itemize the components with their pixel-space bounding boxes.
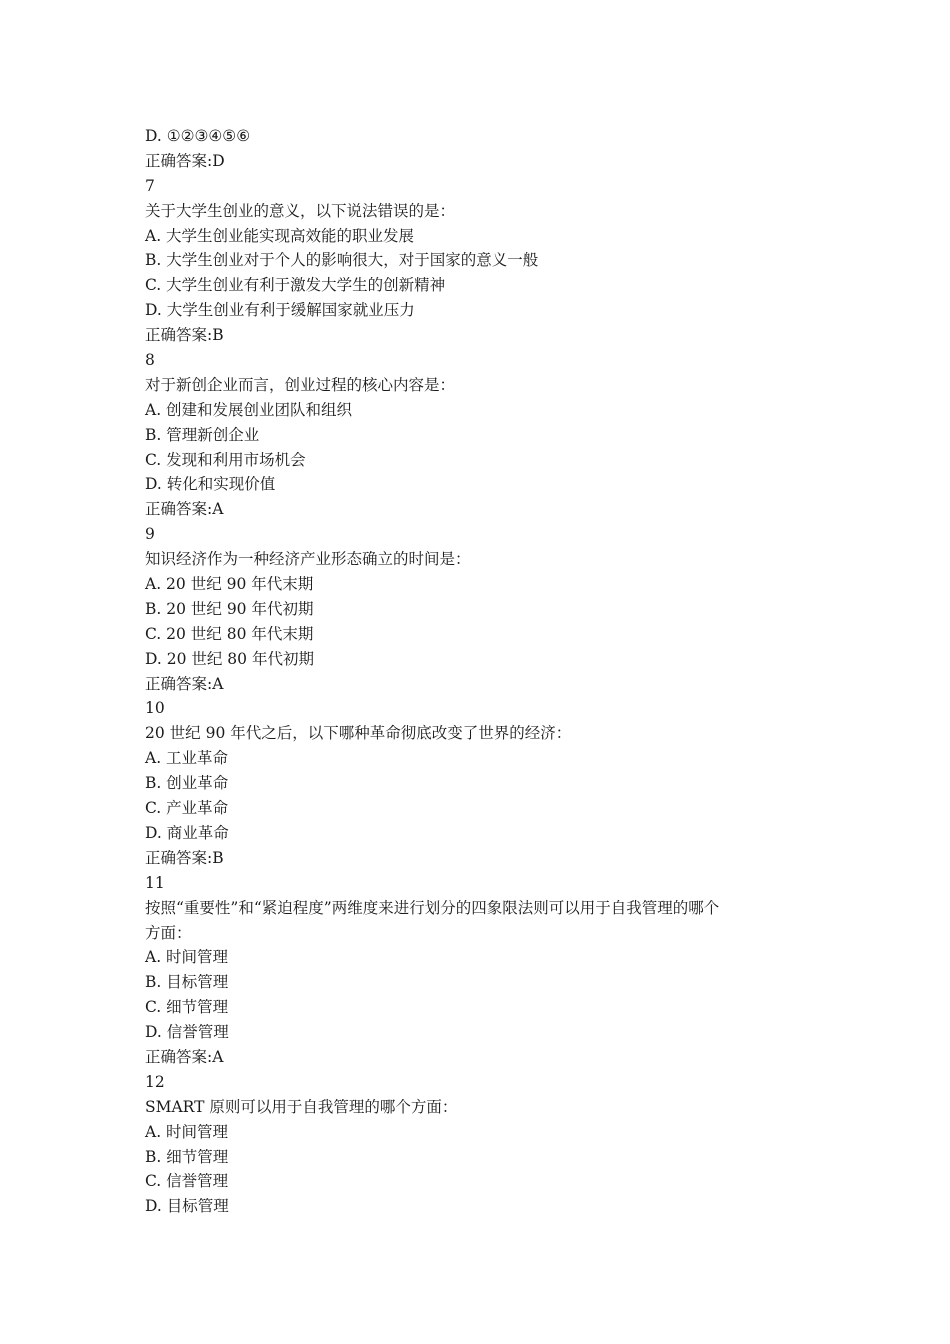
option-d: D. 商业革命 — [145, 823, 229, 842]
question-text: SMART 原则可以用于自我管理的哪个方面： — [145, 1097, 458, 1116]
document-page — [145, 124, 825, 1219]
question-number: 7 — [145, 176, 155, 195]
option-b: B. 细节管理 — [145, 1147, 229, 1166]
question-number: 8 — [145, 351, 155, 370]
question-number: 10 — [145, 699, 165, 718]
question-text: 关于大学生创业的意义，以下说法错误的是： — [145, 201, 456, 220]
option-d: D. 目标管理 — [145, 1197, 229, 1216]
option-b: B. 大学生创业对于个人的影响很大，对于国家的意义一般 — [145, 251, 539, 270]
option-b: B. 管理新创企业 — [145, 425, 260, 444]
answer-line: 正确答案:A — [145, 1047, 224, 1066]
option-c: C. 信誉管理 — [145, 1172, 229, 1191]
option-a: A. 创建和发展创业团队和组织 — [145, 400, 353, 419]
question-text: 对于新创企业而言，创业过程的核心内容是： — [145, 375, 456, 394]
option-a: A. 时间管理 — [145, 1122, 229, 1141]
answer-line: 正确答案:A — [145, 674, 224, 693]
question-number: 9 — [145, 525, 155, 544]
option-d: D. ①②③④⑤⑥ — [145, 127, 251, 145]
question-number: 12 — [145, 1072, 165, 1091]
answer-line: 正确答案:A — [145, 500, 224, 519]
option-b: B. 创业革命 — [145, 774, 229, 793]
question-text: 知识经济作为一种经济产业形态确立的时间是： — [145, 550, 471, 569]
option-c: C. 发现和利用市场机会 — [145, 450, 306, 469]
question-text: 按照“重要性”和“紧迫程度”两维度来进行划分的四象限法则可以用于自我管理的哪个 — [145, 898, 720, 917]
option-d: D. 信誉管理 — [145, 1023, 229, 1042]
option-a: A. 时间管理 — [145, 948, 229, 967]
option-a: A. 工业革命 — [145, 749, 229, 768]
question-text: 20 世纪 90 年代之后，以下哪种革命彻底改变了世界的经济： — [145, 724, 572, 743]
question-text-continued: 方面： — [145, 923, 192, 942]
answer-line: 正确答案:B — [145, 326, 224, 345]
option-c: C. 产业革命 — [145, 799, 229, 818]
answer-line: 正确答案:D — [145, 151, 225, 170]
option-c: C. 细节管理 — [145, 998, 229, 1017]
option-d: D. 20 世纪 80 年代初期 — [145, 649, 314, 668]
answer-line: 正确答案:B — [145, 848, 224, 867]
option-a: A. 大学生创业能实现高效能的职业发展 — [145, 226, 415, 245]
option-b: B. 20 世纪 90 年代初期 — [145, 599, 314, 618]
option-d: D. 转化和实现价值 — [145, 475, 276, 494]
option-c: C. 大学生创业有利于激发大学生的创新精神 — [145, 276, 446, 295]
option-b: B. 目标管理 — [145, 973, 229, 992]
option-a: A. 20 世纪 90 年代末期 — [145, 575, 314, 594]
option-c: C. 20 世纪 80 年代末期 — [145, 624, 314, 643]
option-d: D. 大学生创业有利于缓解国家就业压力 — [145, 301, 415, 320]
question-number: 11 — [145, 873, 165, 892]
